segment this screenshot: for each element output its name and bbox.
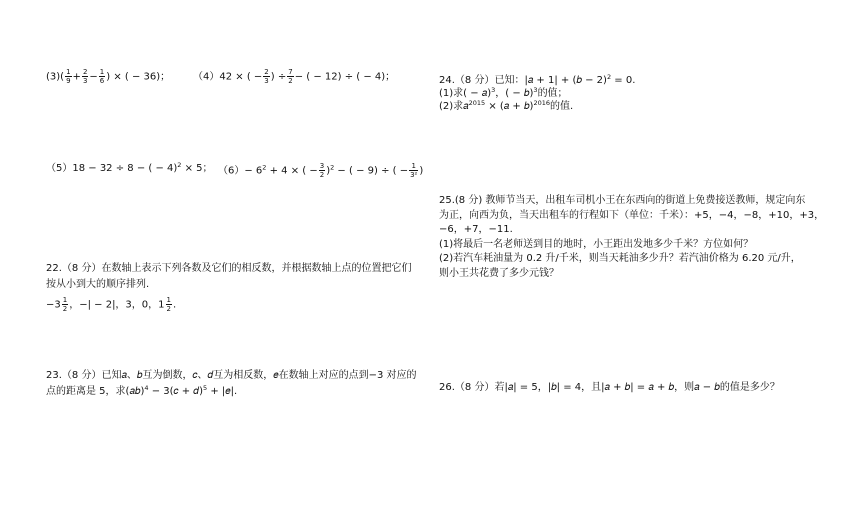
problem-5: （5）18 − 32 ÷ 8 − ( − 4)$^2$ × 5； [46, 161, 213, 174]
fraction: $\frac{1}{\text{3²}}$ [410, 162, 418, 179]
question-25-line-1: 25.(8 分) 教师节当天，出租车司机小王在东西向的街道上免费接送教师，规定向东 [439, 195, 806, 206]
fraction: $\frac{1}{2}$ [166, 296, 171, 313]
fraction: $\frac{1}{9}$ [66, 68, 71, 85]
problem-6: $(6)- 6^2 + 4$ × ( − $\frac{3}{2}$ )$^2$ − ( − 9) ÷ ( − $\frac{1}{\text{3²}}$ ) [218, 162, 424, 179]
problem-3-suffix: ) × ( − 36)； [106, 71, 171, 83]
problem-3-prefix: (3)( [46, 71, 65, 83]
problem-3: (3)( $\frac{1}{9}$ + $\frac{2}{3}$ − $\frac{1}{6}$ ) × ( − 36)； [46, 68, 171, 85]
question-22-numbers: −3 $\frac{1}{2}$ ，−| − 2|，3，0，1 $\frac{1}{2}$ . [46, 296, 177, 313]
question-25-line-3: −6，+7，−11. [439, 224, 513, 235]
problem-4: （4）42 × ( − $\frac{2}{3}$ ) ÷ $\frac{7}{2}$ − ( − 12) ÷ ( − 4)； [193, 68, 396, 85]
question-24-line-1: 24.（8 分）已知：|𝑎 + 1| + (𝑏 − 2)$^2$ = 0. [439, 73, 636, 86]
question-22-line-1: 22.（8 分）在数轴上表示下列各数及它们的相反数，并根据数轴上点的位置把它们 [46, 263, 412, 274]
fraction: $\frac{3}{2}$ [319, 162, 325, 179]
question-23-line-2: 点的距离是 5，求(𝑎𝑏)$^4$ − 3(𝑐 + 𝑑)$^5$ + |𝑒|. [46, 384, 238, 397]
question-25-part-1: (1)将最后一名老师送到目的地时，小王距出发地多少千米？方位如何？ [439, 238, 754, 250]
question-25-line-2: 为正，向西为负，当天出租车的行程如下（单位：千米）：+5，−4，−8，+10，+3， [439, 209, 825, 221]
question-23-line-1: 23.（8 分）已知𝑎、𝑏互为倒数，𝑐、𝑑互为相反数，𝑒在数轴上对应的点到−3 对应的 [46, 370, 417, 381]
question-26-line-1: 26.（8 分）若|𝑎| = 5，|𝑏| = 4，且|𝑎 + 𝑏| = 𝑎 + 𝑏，则𝑎 − 𝑏的值是多少？ [439, 382, 780, 393]
question-22 [46, 262, 411, 313]
fraction: $\frac{1}{2}$ [62, 296, 68, 313]
question-25 [439, 194, 824, 281]
question-26 [439, 381, 780, 394]
question-25-part-2-continued: 则小王共花费了多少元钱？ [439, 267, 559, 279]
fraction: $\frac{7}{2}$ [288, 68, 293, 85]
question-22-line-2: 按从小到大的顺序排列. [46, 279, 150, 290]
question-24 [439, 74, 635, 113]
question-23 [46, 369, 417, 398]
fraction: $\frac{2}{3}$ [82, 68, 88, 85]
fraction: $\frac{1}{6}$ [99, 68, 105, 85]
question-24-line-2: (1)求( − 𝑎)$^3$，( − 𝑏)$^3$的值； [439, 86, 568, 99]
question-25-part-2: (2)若汽车耗油量为 0.2 升/千米，则当天耗油多少升？若汽油价格为 6.20 元/升， [439, 253, 801, 264]
fraction: $\frac{2}{3}$ [264, 68, 269, 85]
question-24-line-3: (2)求𝑎$^{2015}$ × (𝑎 + 𝑏)$^{2016}$的值. [439, 99, 574, 112]
